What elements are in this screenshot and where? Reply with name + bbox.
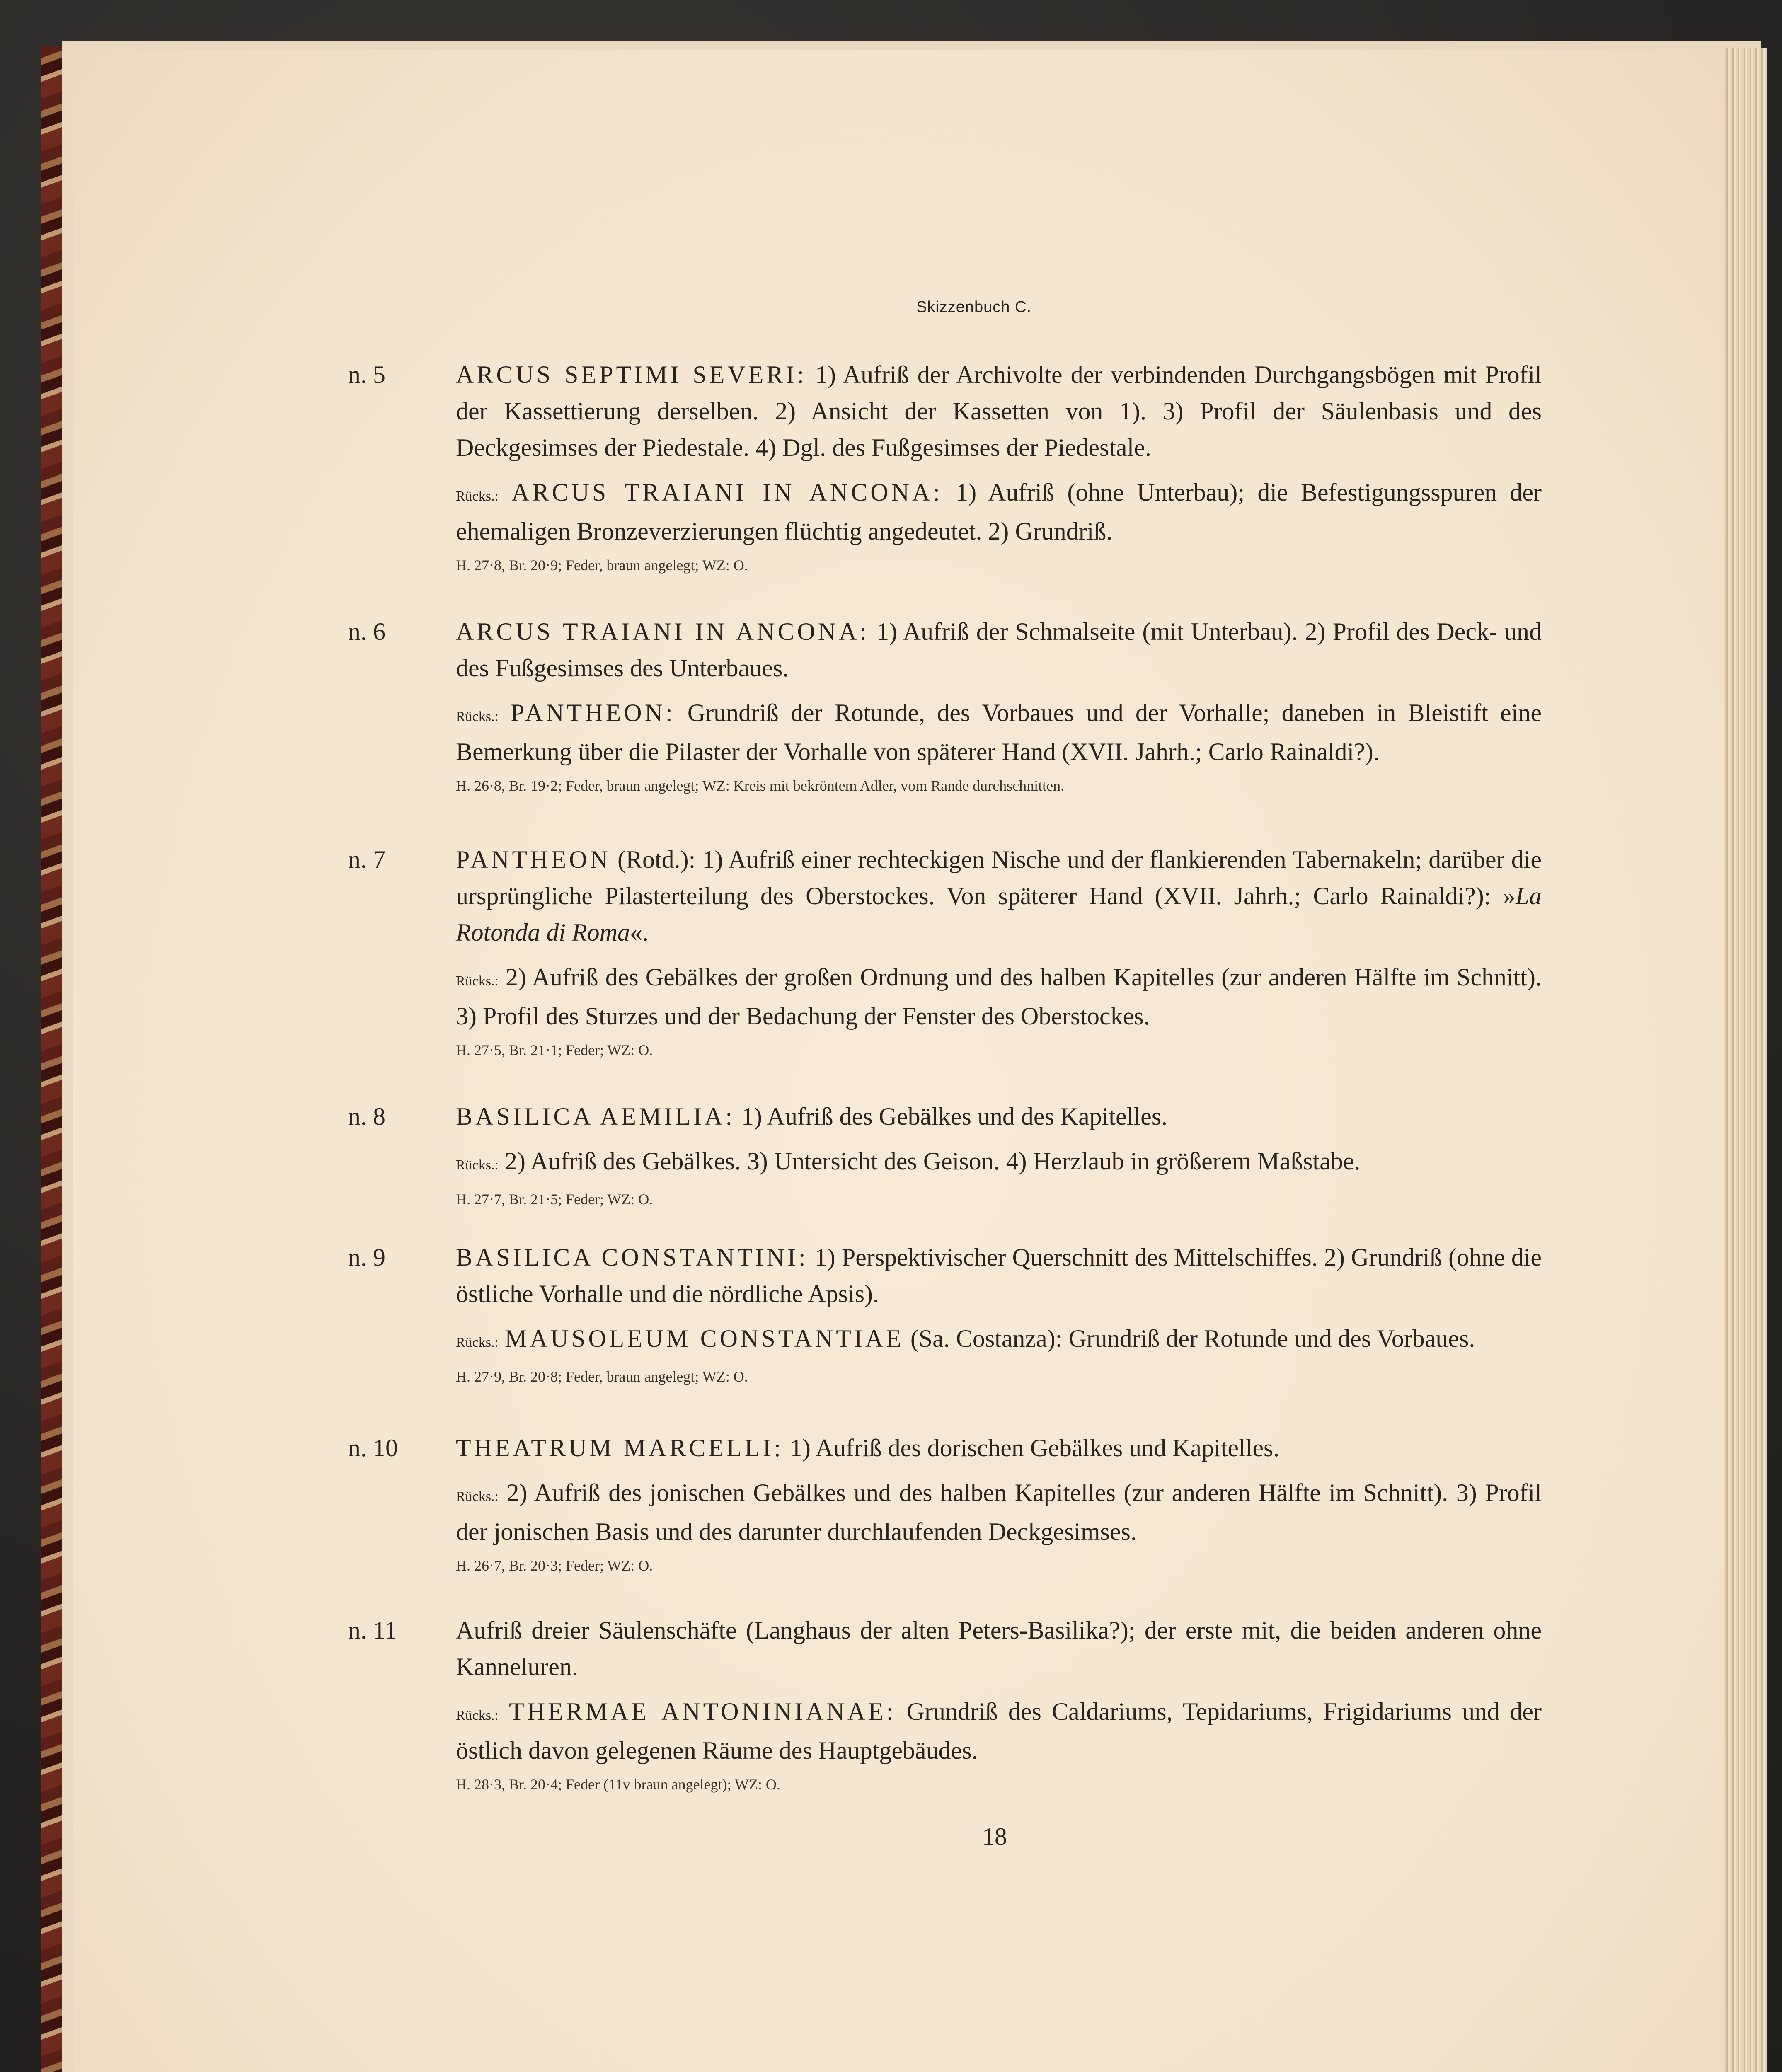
- verso-description: [456, 1475, 1542, 1549]
- verso-text: Grundriß der Rotunde, des Vorbaues und der Vorhalle; daneben in Bleistift eine Bemerkung über die Pilaster der Vorhalle von späterer Hand (XVII. Jahrh.; Carlo Rainaldi?).: [456, 699, 1542, 765]
- entry-title: THEATRUM MARCELLI:: [456, 1434, 784, 1462]
- entry-meta: H. 27·5, Br. 21·1; Feder; WZ: O.: [456, 1042, 653, 1058]
- entry-meta: H. 27·9, Br. 20·8; Feder, braun angelegt; WZ: O.: [456, 1368, 748, 1385]
- catalog-entry: [348, 1239, 1542, 1387]
- entry-number: n. 10: [348, 1434, 398, 1462]
- entry-text: 1) Aufriß des dorischen Gebälkes und Kapitelles.: [783, 1434, 1280, 1462]
- verso-label: Rücks.:: [456, 1335, 499, 1350]
- catalog-entry: [348, 356, 1542, 576]
- verso-text: 2) Aufriß des Gebälkes der großen Ordnung und des halben Kapitelles (zur anderen Hälfte im Schnitt). 3) Profil des Sturzes und der Bedachung der Fenster des Oberstockes.: [456, 963, 1542, 1030]
- entry-meta: H. 27·7, Br. 21·5; Feder; WZ: O.: [456, 1191, 653, 1208]
- entry-number: n. 7: [348, 846, 385, 873]
- entry-number: n. 5: [348, 361, 385, 388]
- catalog-entry: [348, 1430, 1542, 1576]
- verso-label: Rücks.:: [456, 709, 499, 724]
- catalog-entry: [348, 1612, 1542, 1795]
- verso-text: 2) Aufriß des jonischen Gebälkes und des halben Kapitelles (zur anderen Hälfte im Schnitt). 3) Profil der jonischen Basis und des darunter durchlaufenden Deckgesimses.: [456, 1479, 1542, 1545]
- entry-title: BASILICA AEMILIA:: [456, 1103, 735, 1130]
- entry-description: [456, 1098, 1542, 1135]
- entry-description: [456, 1239, 1542, 1312]
- entry-meta: H. 26·7, Br. 20·3; Feder; WZ: O.: [456, 1557, 653, 1574]
- entry-title: ARCUS TRAIANI IN ANCONA:: [456, 618, 870, 645]
- verso-text: Grundriß des Caldariums, Tepidariums, Frigidariums und der östlich davon gelegenen Räume des Hauptgebäudes.: [456, 1698, 1542, 1764]
- entry-text: Aufriß dreier Säulenschäfte (Langhaus der alten Peters-Basilika?); der erste mit, die beiden anderen ohne Kanneluren.: [456, 1617, 1542, 1680]
- entry-text: 1) Aufriß der Schmalseite (mit Unterbau). 2) Profil des Deck- und des Fußgesimses des Unterbaues.: [456, 618, 1542, 682]
- verso-description: [456, 475, 1542, 549]
- catalog-entry: [348, 1098, 1542, 1210]
- verso-title: ARCUS TRAIANI IN ANCONA:: [511, 479, 943, 506]
- verso-text: 1) Aufriß (ohne Unterbau); die Befestigungsspuren der ehemaligen Bronzeverzierungen flüchtig angedeutet. 2) Grundriß.: [456, 479, 1542, 545]
- entry-number: n. 8: [348, 1103, 385, 1130]
- verso-description: [456, 1694, 1542, 1768]
- verso-title: PANTHEON:: [511, 699, 676, 726]
- page-number: 18: [982, 1823, 1007, 1850]
- verso-title: THERMAE ANTONINIANAE:: [509, 1698, 896, 1725]
- entry-title: PANTHEON: [456, 846, 611, 873]
- verso-description: [456, 695, 1542, 769]
- verso-text: 2) Aufriß des Gebälkes. 3) Untersicht des Geison. 4) Herzlaub in größerem Maßstabe.: [498, 1147, 1361, 1175]
- verso-text: (Sa. Costanza): Grundriß der Rotunde und des Vorbaues.: [904, 1325, 1475, 1352]
- entry-description: [456, 613, 1542, 686]
- verso-label: Rücks.:: [456, 1157, 499, 1173]
- entry-text-italic: La Rotonda di Roma: [456, 882, 1542, 946]
- verso-label: Rücks.:: [456, 1489, 499, 1504]
- entry-text-after: «.: [630, 919, 649, 946]
- entry-meta: H. 28·3, Br. 20·4; Feder (11v braun angelegt); WZ: O.: [456, 1776, 780, 1793]
- entry-description: [456, 1612, 1542, 1685]
- entry-title: BASILICA CONSTANTINI:: [456, 1244, 809, 1271]
- verso-description: [456, 1321, 1542, 1360]
- catalog-entry: [348, 613, 1542, 796]
- verso-label: Rücks.:: [456, 489, 499, 504]
- running-head: Skizzenbuch C.: [916, 298, 1031, 316]
- catalog-entry: [348, 841, 1542, 1061]
- entry-text: 1) Perspektivischer Querschnitt des Mittelschiffes. 2) Grundriß (ohne die östliche Vorhalle und die nördliche Apsis).: [456, 1244, 1542, 1307]
- entry-text: 1) Aufriß der Archivolte der verbindenden Durchgangsbögen mit Profil der Kassettierung derselben. 2) Ansicht der Kassetten von 1). 3) Profil der Säulenbasis und des Deckgesimses der Piedestale. 4) Dgl. des Fußgesimses der Piedestale.: [456, 361, 1542, 461]
- verso-label: Rücks.:: [456, 1708, 499, 1723]
- verso-label: Rücks.:: [456, 973, 499, 989]
- entry-number: n. 6: [348, 618, 385, 645]
- entry-meta: H. 27·8, Br. 20·9; Feder, braun angelegt; WZ: O.: [456, 557, 748, 574]
- verso-description: [456, 960, 1542, 1034]
- entry-description: [456, 1430, 1542, 1466]
- entry-description: [456, 356, 1542, 466]
- entry-number: n. 9: [348, 1244, 385, 1271]
- verso-description: [456, 1144, 1542, 1183]
- verso-title: MAUSOLEUM CONSTANTIAE: [504, 1325, 904, 1352]
- entry-description: [456, 841, 1542, 951]
- entry-number: n. 11: [348, 1617, 397, 1644]
- entry-text: 1) Aufriß des Gebälkes und des Kapitelles.: [735, 1103, 1168, 1130]
- entry-title: ARCUS SEPTIMI SEVERI:: [456, 361, 807, 388]
- entry-meta: H. 26·8, Br. 19·2; Feder, braun angelegt; WZ: Kreis mit bekröntem Adler, vom Rande durchschnitten.: [456, 777, 1065, 794]
- entry-text: (Rotd.): 1) Aufriß einer rechteckigen Nische und der flankierenden Tabernakeln; darüber die ursprüngliche Pilasterteilung des Oberstockes. Von späterer Hand (XVII. Jahrh.; Carlo Rainaldi?): »: [456, 846, 1542, 910]
